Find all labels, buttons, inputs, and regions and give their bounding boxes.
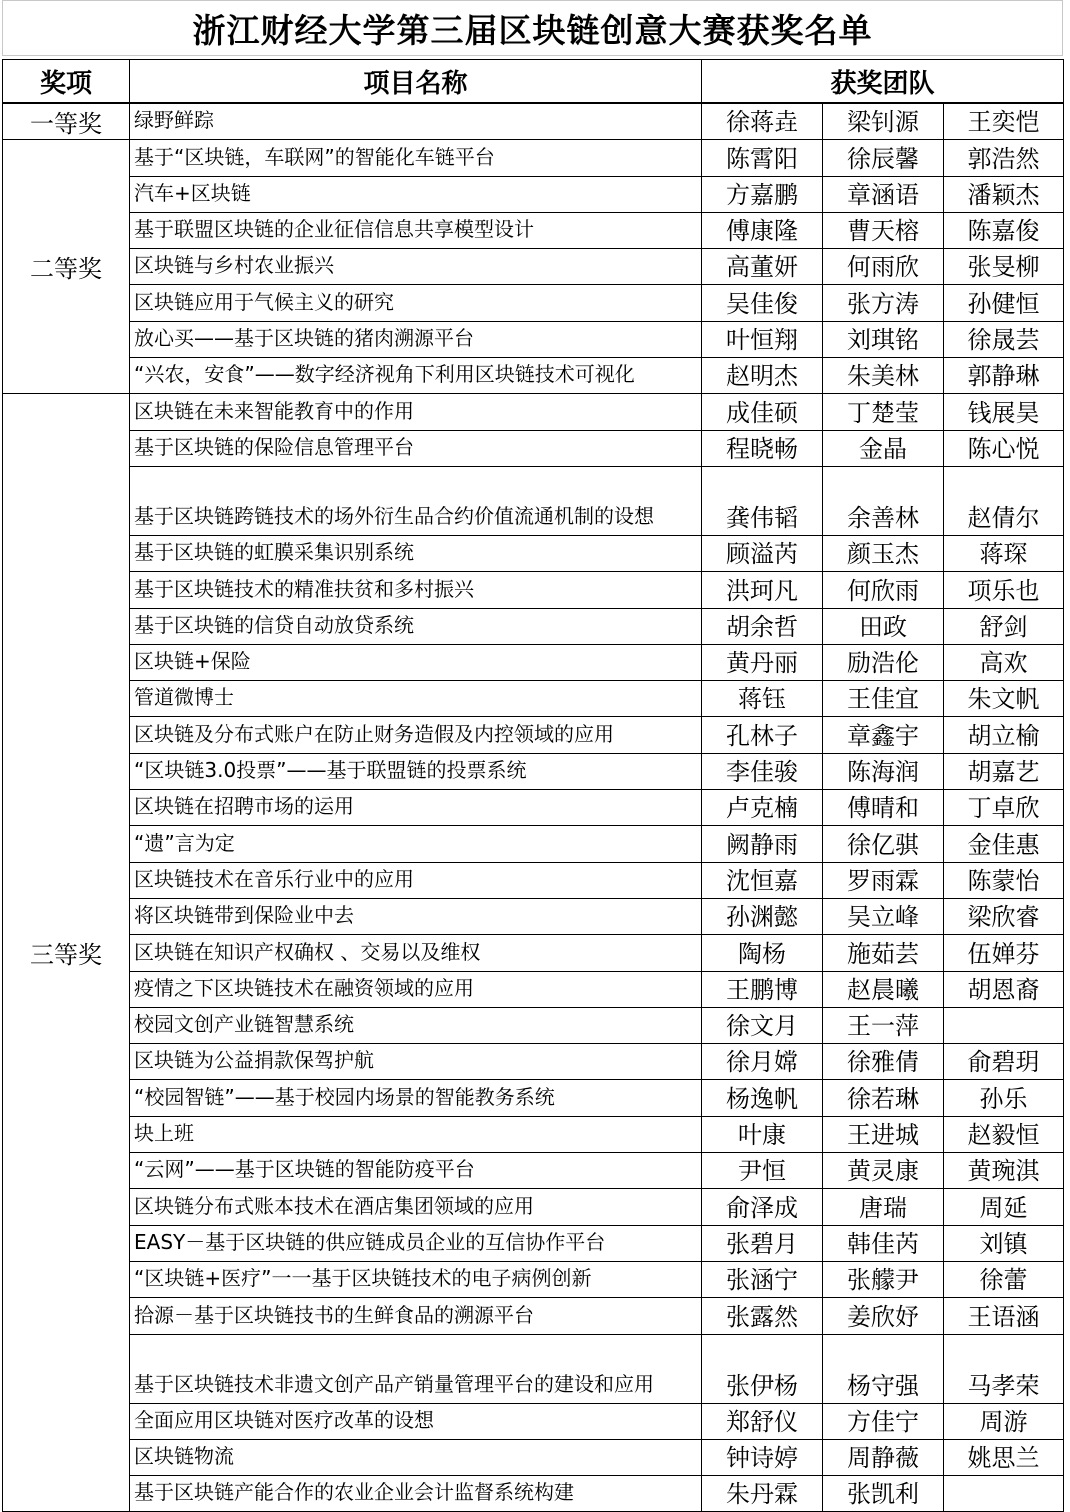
team-member-cell: [944, 1007, 1064, 1043]
project-name-cell: 基于区块链跨链技术的场外衍生品合约价值流通机制的设想: [130, 466, 702, 535]
header-project: 项目名称: [130, 60, 702, 104]
table-row: [3, 608, 1064, 644]
project-name-cell: 基于联盟区块链的企业征信信息共享模型设计: [130, 212, 702, 248]
team-member-cell: 朱美林: [823, 358, 944, 394]
project-name-cell: 基于区块链技术的精准扶贫和多村振兴: [130, 572, 702, 608]
team-member-cell: 田政: [823, 608, 944, 644]
table-row: [3, 1080, 1064, 1116]
team-member-cell: 钟诗婷: [702, 1439, 823, 1475]
team-member-cell: 何欣雨: [823, 572, 944, 608]
project-name-cell: 区块链应用于气候主义的研究: [130, 285, 702, 321]
table-row: [3, 466, 1064, 535]
team-member-cell: 潘颖杰: [944, 176, 1064, 212]
project-name-cell: 区块链及分布式账户在防止财务造假及内控领域的应用: [130, 717, 702, 753]
team-member-cell: 项乐也: [944, 572, 1064, 608]
team-member-cell: 张碧月: [702, 1225, 823, 1261]
team-member-cell: 胡立榆: [944, 717, 1064, 753]
team-member-cell: 舒剑: [944, 608, 1064, 644]
team-member-cell: 张伊杨: [702, 1334, 823, 1403]
table-row: [3, 321, 1064, 357]
team-member-cell: 蒋琛: [944, 535, 1064, 571]
team-member-cell: 傅晴和: [823, 790, 944, 826]
table-row: [3, 1439, 1064, 1475]
team-member-cell: 张方涛: [823, 285, 944, 321]
table-row: [3, 103, 1064, 140]
team-member-cell: 洪珂凡: [702, 572, 823, 608]
team-member-cell: [944, 1476, 1064, 1512]
table-row: [3, 1189, 1064, 1225]
table-row: [3, 140, 1064, 176]
team-member-cell: 金晶: [823, 430, 944, 466]
team-member-cell: 胡余哲: [702, 608, 823, 644]
project-name-cell: 拾源－基于区块链技书的生鲜食品的溯源平台: [130, 1298, 702, 1334]
team-member-cell: 徐亿骐: [823, 826, 944, 862]
page-title: 浙江财经大学第三届区块链创意大赛获奖名单: [2, 0, 1063, 56]
team-member-cell: 颜玉杰: [823, 535, 944, 571]
team-member-cell: 孙健恒: [944, 285, 1064, 321]
team-member-cell: 何雨欣: [823, 249, 944, 285]
table-row: [3, 1044, 1064, 1080]
team-member-cell: 王鹏博: [702, 971, 823, 1007]
team-member-cell: 郭静琳: [944, 358, 1064, 394]
team-member-cell: 徐若琳: [823, 1080, 944, 1116]
table-row: [3, 358, 1064, 394]
table-row: [3, 535, 1064, 571]
team-member-cell: 章鑫宇: [823, 717, 944, 753]
project-name-cell: 区块链为公益捐款保驾护航: [130, 1044, 702, 1080]
team-member-cell: 韩佳芮: [823, 1225, 944, 1261]
project-name-cell: 将区块链带到保险业中去: [130, 898, 702, 934]
team-member-cell: 张露然: [702, 1298, 823, 1334]
team-member-cell: 王奕恺: [944, 103, 1064, 140]
team-member-cell: 梁欣睿: [944, 898, 1064, 934]
project-name-cell: 区块链物流: [130, 1439, 702, 1475]
team-member-cell: 高董妍: [702, 249, 823, 285]
team-member-cell: 唐瑞: [823, 1189, 944, 1225]
team-member-cell: 陈海润: [823, 753, 944, 789]
team-member-cell: 徐月嫦: [702, 1044, 823, 1080]
table-row: [3, 826, 1064, 862]
team-member-cell: 王一萍: [823, 1007, 944, 1043]
prize-level-cell: 一等奖: [3, 103, 130, 140]
team-member-cell: 陈心悦: [944, 430, 1064, 466]
team-member-cell: 赵毅恒: [944, 1116, 1064, 1152]
team-member-cell: 俞泽成: [702, 1189, 823, 1225]
team-member-cell: 叶康: [702, 1116, 823, 1152]
team-member-cell: 俞碧玥: [944, 1044, 1064, 1080]
project-name-cell: 块上班: [130, 1116, 702, 1152]
team-member-cell: 顾溢芮: [702, 535, 823, 571]
table-body: [3, 103, 1064, 1512]
team-member-cell: 徐晟芸: [944, 321, 1064, 357]
team-member-cell: 孔林子: [702, 717, 823, 753]
team-member-cell: 张凯利: [823, 1476, 944, 1512]
team-member-cell: 陈嘉俊: [944, 212, 1064, 248]
project-name-cell: “兴农，安食”——数字经济视角下利用区块链技术可视化: [130, 358, 702, 394]
team-member-cell: 胡嘉艺: [944, 753, 1064, 789]
table-row: [3, 430, 1064, 466]
table-row: [3, 862, 1064, 898]
project-name-cell: EASY－基于区块链的供应链成员企业的互信协作平台: [130, 1225, 702, 1261]
team-member-cell: 徐雅倩: [823, 1044, 944, 1080]
team-member-cell: 黄琬淇: [944, 1153, 1064, 1189]
project-name-cell: 基于“区块链，车联网”的智能化车链平台: [130, 140, 702, 176]
team-member-cell: 张艨尹: [823, 1261, 944, 1297]
team-member-cell: 阙静雨: [702, 826, 823, 862]
project-name-cell: 基于区块链的保险信息管理平台: [130, 430, 702, 466]
team-member-cell: 黄灵康: [823, 1153, 944, 1189]
project-name-cell: “云网”——基于区块链的智能防疫平台: [130, 1153, 702, 1189]
table-row: [3, 285, 1064, 321]
project-name-cell: 区块链分布式账本技术在酒店集团领域的应用: [130, 1189, 702, 1225]
team-member-cell: 王进城: [823, 1116, 944, 1152]
project-name-cell: 基于区块链的虹膜采集识别系统: [130, 535, 702, 571]
project-name-cell: 全面应用区块链对医疗改革的设想: [130, 1403, 702, 1439]
team-member-cell: 陈霄阳: [702, 140, 823, 176]
team-member-cell: 钱展昊: [944, 394, 1064, 430]
project-name-cell: “区块链3.0投票”——基于联盟链的投票系统: [130, 753, 702, 789]
team-member-cell: 朱丹霖: [702, 1476, 823, 1512]
team-member-cell: 曹天榕: [823, 212, 944, 248]
award-table: [2, 59, 1064, 1512]
team-member-cell: 孙乐: [944, 1080, 1064, 1116]
team-member-cell: 方嘉鹏: [702, 176, 823, 212]
table-row: [3, 1476, 1064, 1512]
team-member-cell: 姚思兰: [944, 1439, 1064, 1475]
table-row: [3, 1261, 1064, 1297]
team-member-cell: 叶恒翔: [702, 321, 823, 357]
team-member-cell: 龚伟韬: [702, 466, 823, 535]
project-name-cell: 管道微博士: [130, 681, 702, 717]
team-member-cell: 傅康隆: [702, 212, 823, 248]
table-row: [3, 681, 1064, 717]
prize-level-cell: 三等奖: [3, 394, 130, 1512]
team-member-cell: 吴立峰: [823, 898, 944, 934]
team-member-cell: 赵倩尔: [944, 466, 1064, 535]
project-name-cell: 区块链+保险: [130, 644, 702, 680]
team-member-cell: 刘镇: [944, 1225, 1064, 1261]
team-member-cell: 周游: [944, 1403, 1064, 1439]
project-name-cell: “校园智链”——基于校园内场景的智能教务系统: [130, 1080, 702, 1116]
project-name-cell: 基于区块链技术非遗文创产品产销量管理平台的建设和应用: [130, 1334, 702, 1403]
team-member-cell: 王佳宜: [823, 681, 944, 717]
project-name-cell: 校园文创产业链智慧系统: [130, 1007, 702, 1043]
table-row: [3, 249, 1064, 285]
team-member-cell: 丁楚莹: [823, 394, 944, 430]
team-member-cell: 陶杨: [702, 935, 823, 971]
team-member-cell: 郑舒仪: [702, 1403, 823, 1439]
header-prize: 奖项: [3, 60, 130, 104]
team-member-cell: 徐蕾: [944, 1261, 1064, 1297]
table-row: [3, 1007, 1064, 1043]
team-member-cell: 高欢: [944, 644, 1064, 680]
team-member-cell: 朱文帆: [944, 681, 1064, 717]
team-member-cell: 成佳硕: [702, 394, 823, 430]
project-name-cell: 汽车+区块链: [130, 176, 702, 212]
project-name-cell: 疫情之下区块链技术在融资领域的应用: [130, 971, 702, 1007]
team-member-cell: 方佳宁: [823, 1403, 944, 1439]
team-member-cell: 卢克楠: [702, 790, 823, 826]
table-row: [3, 1116, 1064, 1152]
team-member-cell: 伍婵芬: [944, 935, 1064, 971]
team-member-cell: 蒋钰: [702, 681, 823, 717]
project-name-cell: 绿野鲜踪: [130, 103, 702, 140]
table-row: [3, 971, 1064, 1007]
team-member-cell: 尹恒: [702, 1153, 823, 1189]
table-row: [3, 1298, 1064, 1334]
table-row: [3, 753, 1064, 789]
team-member-cell: 陈蒙怡: [944, 862, 1064, 898]
team-member-cell: 徐辰馨: [823, 140, 944, 176]
table-row: [3, 394, 1064, 430]
table-header-row: [3, 60, 1064, 104]
team-member-cell: 赵晨曦: [823, 971, 944, 1007]
table-row: [3, 898, 1064, 934]
prize-level-cell: 二等奖: [3, 140, 130, 394]
team-member-cell: 杨逸帆: [702, 1080, 823, 1116]
team-member-cell: 沈恒嘉: [702, 862, 823, 898]
team-member-cell: 程晓畅: [702, 430, 823, 466]
header-team: 获奖团队: [702, 60, 1064, 104]
team-member-cell: 刘琪铭: [823, 321, 944, 357]
team-member-cell: 张涵宁: [702, 1261, 823, 1297]
team-member-cell: 徐蒋垚: [702, 103, 823, 140]
table-row: [3, 935, 1064, 971]
team-member-cell: 杨守强: [823, 1334, 944, 1403]
team-member-cell: 周延: [944, 1189, 1064, 1225]
team-member-cell: 马孝荣: [944, 1334, 1064, 1403]
table-row: [3, 790, 1064, 826]
team-member-cell: 张旻柳: [944, 249, 1064, 285]
team-member-cell: 李佳骏: [702, 753, 823, 789]
project-name-cell: 放心买——基于区块链的猪肉溯源平台: [130, 321, 702, 357]
team-member-cell: 王语涵: [944, 1298, 1064, 1334]
project-name-cell: 基于区块链产能合作的农业企业会计监督系统构建: [130, 1476, 702, 1512]
table-row: [3, 1225, 1064, 1261]
table-row: [3, 176, 1064, 212]
table-row: [3, 717, 1064, 753]
project-name-cell: 区块链在知识产权确权 、交易以及维权: [130, 935, 702, 971]
team-member-cell: 梁钊源: [823, 103, 944, 140]
team-member-cell: 徐文月: [702, 1007, 823, 1043]
table-row: [3, 572, 1064, 608]
team-member-cell: 吴佳俊: [702, 285, 823, 321]
project-name-cell: “遗”言为定: [130, 826, 702, 862]
table-row: [3, 1334, 1064, 1403]
team-member-cell: 赵明杰: [702, 358, 823, 394]
team-member-cell: 姜欣妤: [823, 1298, 944, 1334]
team-member-cell: 励浩伦: [823, 644, 944, 680]
team-member-cell: 胡恩裔: [944, 971, 1064, 1007]
project-name-cell: 区块链与乡村农业振兴: [130, 249, 702, 285]
team-member-cell: 丁卓欣: [944, 790, 1064, 826]
team-member-cell: 罗雨霖: [823, 862, 944, 898]
team-member-cell: 黄丹丽: [702, 644, 823, 680]
project-name-cell: 区块链在未来智能教育中的作用: [130, 394, 702, 430]
team-member-cell: 章涵语: [823, 176, 944, 212]
project-name-cell: 基于区块链的信贷自动放贷系统: [130, 608, 702, 644]
table-row: [3, 1153, 1064, 1189]
project-name-cell: “区块链+医疗”一一基于区块链技术的电子病例创新: [130, 1261, 702, 1297]
project-name-cell: 区块链技术在音乐行业中的应用: [130, 862, 702, 898]
team-member-cell: 余善林: [823, 466, 944, 535]
table-row: [3, 644, 1064, 680]
table-row: [3, 1403, 1064, 1439]
team-member-cell: 周静薇: [823, 1439, 944, 1475]
team-member-cell: 施茹芸: [823, 935, 944, 971]
project-name-cell: 区块链在招聘市场的运用: [130, 790, 702, 826]
team-member-cell: 金佳惠: [944, 826, 1064, 862]
team-member-cell: 孙渊懿: [702, 898, 823, 934]
team-member-cell: 郭浩然: [944, 140, 1064, 176]
table-row: [3, 212, 1064, 248]
